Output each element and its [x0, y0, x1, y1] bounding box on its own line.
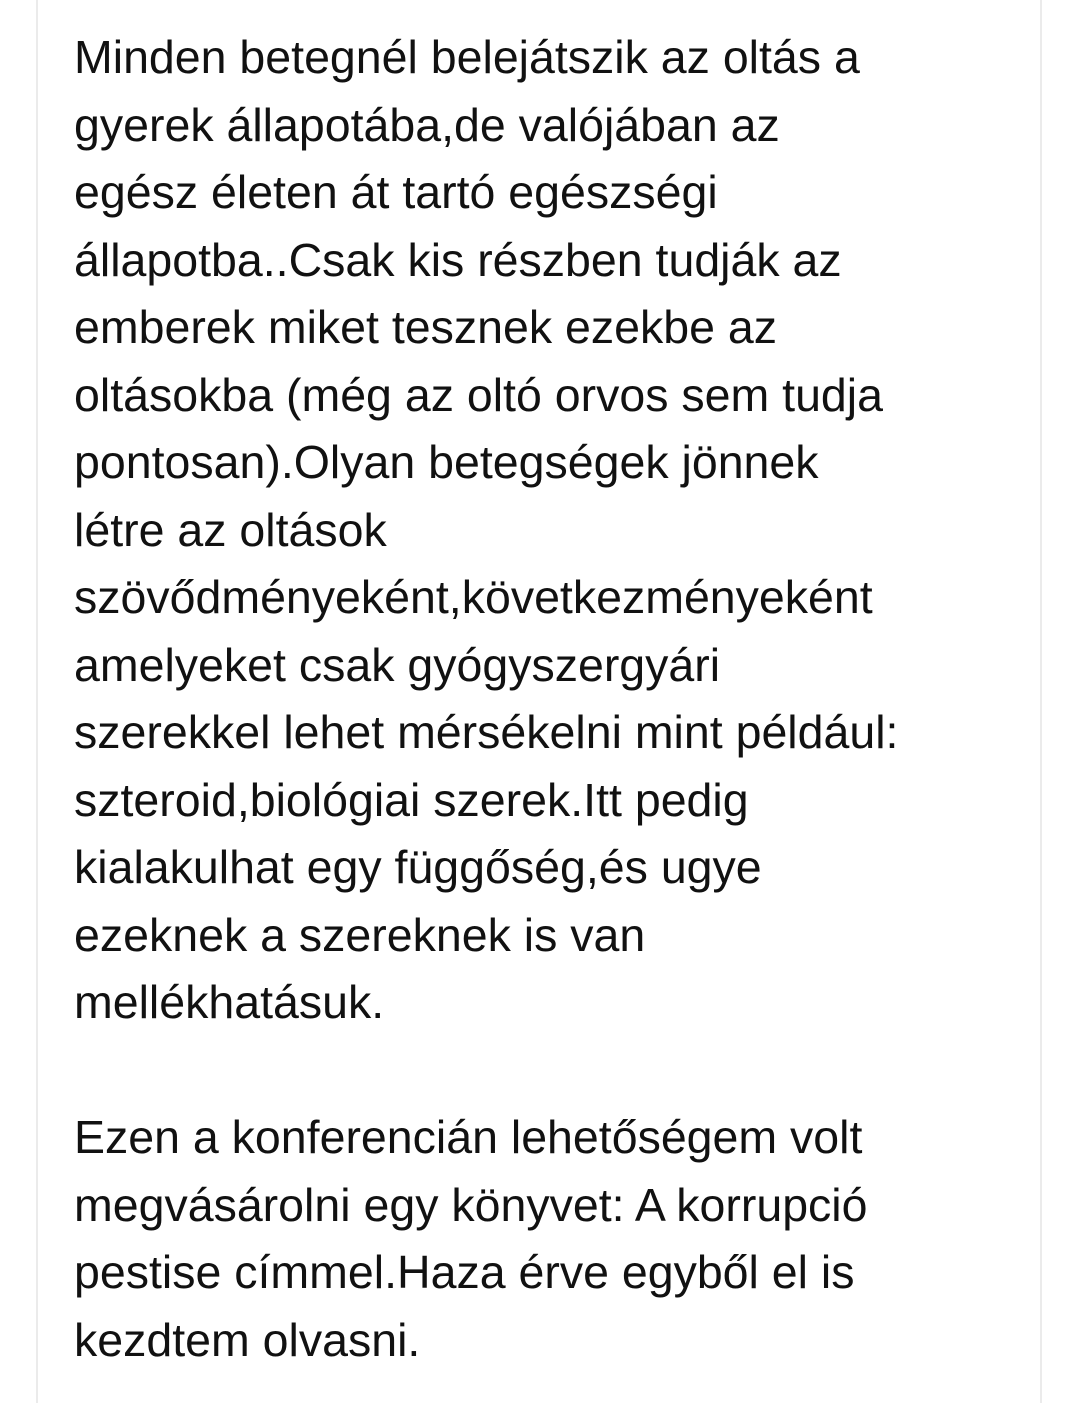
text-line: állapotba..Csak kis részben tudják az — [74, 233, 842, 286]
text-line: mellékhatásuk. — [74, 976, 385, 1028]
text-line: létre az oltások — [74, 503, 387, 556]
text-line: pontosan).Olyan betegségek jönnek — [74, 436, 819, 488]
paragraph — [74, 1104, 1014, 1374]
text-line: ezeknek a szereknek is van — [74, 908, 646, 961]
paragraph-spacer — [74, 1037, 1014, 1105]
text-line: kialakulhat egy függőség,és ugye — [74, 841, 762, 893]
text-line: emberek miket tesznek ezekbe az — [74, 301, 777, 353]
text-line: amelyeket csak gyógyszergyári — [74, 638, 721, 691]
post-card — [36, 0, 1042, 1403]
paragraph — [74, 24, 1014, 1037]
text-line: egész életen át tartó egészségi — [74, 166, 718, 218]
text-line: gyerek állapotába,de valójában az — [74, 98, 780, 151]
text-line: Minden betegnél belejátszik az oltás a — [74, 31, 860, 83]
text-line: kezdtem olvasni. — [74, 1313, 421, 1366]
text-line: pestise címmel.Haza érve egyből el is — [74, 1246, 855, 1298]
text-line: szteroid,biológiai szerek.Itt pedig — [74, 773, 749, 826]
text-line: szerekkel lehet mérsékelni mint például: — [74, 706, 899, 758]
text-line: oltásokba (még az oltó orvos sem tudja — [74, 368, 883, 421]
post-body-text — [74, 24, 1014, 1374]
text-line: Ezen a konferencián lehetőségem volt — [74, 1111, 863, 1163]
text-line: szövődményeként,következményeként — [74, 571, 873, 623]
text-line: megvásárolni egy könyvet: A korrupció — [74, 1178, 868, 1231]
